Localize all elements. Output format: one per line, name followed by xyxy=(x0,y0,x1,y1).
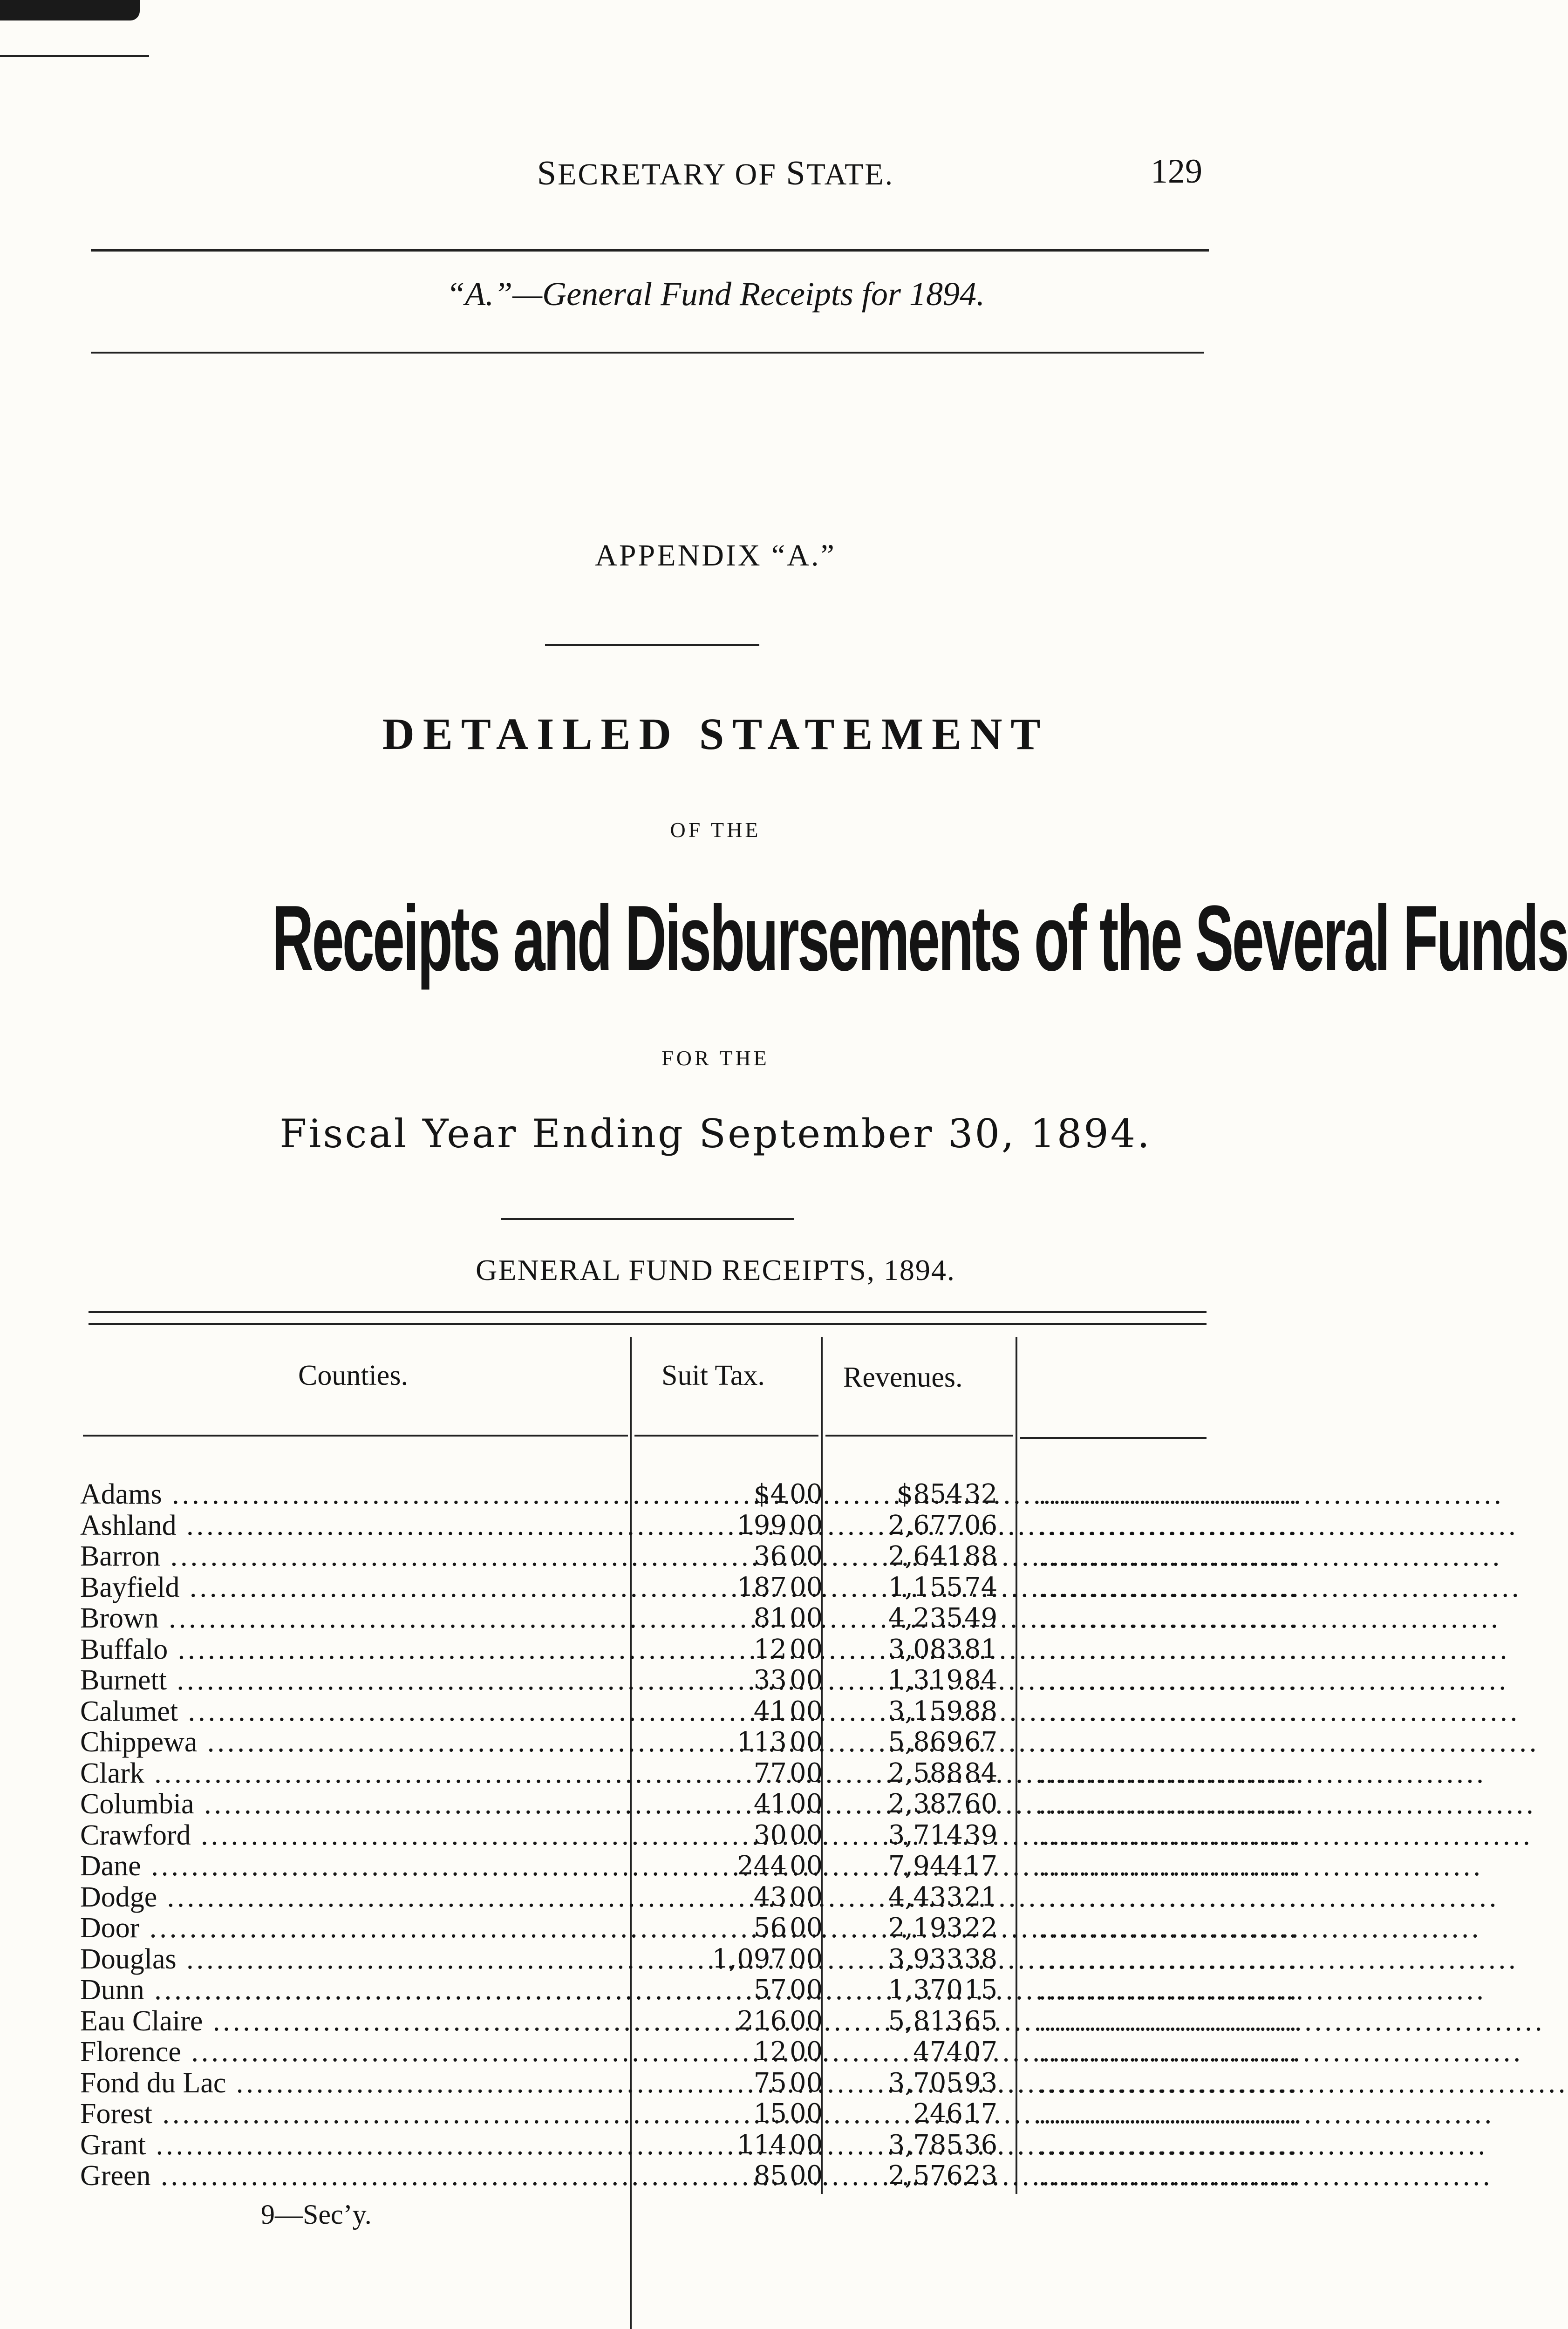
table-row xyxy=(0,2130,1431,2160)
leader-dots: .......................... xyxy=(1039,1974,1299,2006)
suit-tax-dollars: 114 xyxy=(737,2129,787,2160)
county-name: Dodge ..... xyxy=(80,1882,620,1913)
table-row xyxy=(0,1820,1431,1851)
revenues-cents: 84 xyxy=(964,1757,998,1788)
revenues-dollars: 3,933 xyxy=(888,1943,963,1974)
revenues-dollars: 3,714 xyxy=(888,1819,963,1850)
county-name: Douglas ..... xyxy=(80,1944,620,1975)
table-row xyxy=(0,1634,1431,1665)
county-name: Adams ..... xyxy=(80,1479,620,1510)
signature-footer: 9—Sec’y. xyxy=(261,2199,372,2230)
table-row xyxy=(0,1479,1431,1510)
leader-dots: .......................... xyxy=(1039,2036,1299,2068)
suit-tax-dollars: 36 xyxy=(753,1541,787,1571)
county-name: Eau Claire ..... xyxy=(80,2006,620,2036)
revenues-dollars: 4,235 xyxy=(888,1603,963,1633)
running-head-word-1: ECRETARY xyxy=(558,157,726,191)
table-row xyxy=(0,1727,1431,1757)
table-row xyxy=(0,1944,1431,1975)
revenues-cents: 38 xyxy=(964,1943,998,1974)
suit-tax-cents: 00 xyxy=(790,1789,823,1819)
revenues-cents: 67 xyxy=(964,1727,998,1757)
table-row xyxy=(0,2160,1431,2191)
suit-tax-dollars: 33 xyxy=(753,1665,787,1695)
leader-dots: .......................... xyxy=(1039,1943,1299,1975)
revenues-dollars: 4,433 xyxy=(888,1881,963,1912)
table-rule-top-1 xyxy=(89,1311,1207,1313)
column-header-counties: Counties. xyxy=(298,1360,408,1391)
table-row xyxy=(0,2036,1431,2067)
leader-dots: .......................... xyxy=(1039,1757,1299,1789)
revenues-dollars: 2,387 xyxy=(888,1789,963,1819)
revenues-dollars: 3,785 xyxy=(888,2129,963,2160)
leader-dots: .......................... xyxy=(1039,1509,1299,1541)
title-rule xyxy=(501,1218,794,1220)
suit-tax-dollars: $4 xyxy=(753,1479,787,1509)
revenues-cents: 17 xyxy=(964,1851,998,1881)
detailed-statement-heading: DETAILED STATEMENT xyxy=(382,709,1049,759)
table-row xyxy=(0,1665,1431,1696)
leader-dots: .......................... xyxy=(1039,1633,1299,1665)
revenues-dollars: 474 xyxy=(913,2036,963,2067)
table-row xyxy=(0,1572,1431,1603)
leader-dots: .......................... xyxy=(1039,1881,1299,1913)
revenues-cents: 21 xyxy=(964,1881,998,1912)
county-name: Green ..... xyxy=(80,2160,620,2191)
running-head-initial-2: S xyxy=(786,154,807,192)
revenues-dollars: 2,641 xyxy=(888,1541,963,1571)
suit-tax-dollars: 41 xyxy=(753,1789,787,1819)
suit-tax-cents: 00 xyxy=(790,2160,823,2191)
running-head-initial-1: S xyxy=(537,154,558,192)
suit-tax-cents: 00 xyxy=(790,1913,823,1943)
revenues-dollars: 3,083 xyxy=(888,1634,963,1664)
county-name: Dunn ..... xyxy=(80,1975,620,2005)
county-name: Door ..... xyxy=(80,1913,620,1943)
running-head-word-3: TATE. xyxy=(806,157,894,191)
table-row xyxy=(0,2068,1431,2098)
suit-tax-cents: 00 xyxy=(790,1819,823,1850)
header-underline-suit-tax xyxy=(634,1435,818,1437)
revenues-cents: 74 xyxy=(964,1572,998,1602)
county-name: Columbia ..... xyxy=(80,1789,620,1819)
revenues-dollars: $854 xyxy=(896,1479,963,1509)
suit-tax-dollars: 113 xyxy=(737,1727,787,1757)
leader-dots: .......................... xyxy=(1039,1788,1299,1820)
revenues-cents: 81 xyxy=(964,1634,998,1664)
revenues-dollars: 1,370 xyxy=(888,1975,963,2005)
running-head-word-2: OF xyxy=(735,157,777,191)
suit-tax-cents: 00 xyxy=(790,1851,823,1881)
county-name: Calumet ..... xyxy=(80,1696,620,1727)
table-row xyxy=(0,1696,1431,1727)
revenues-cents: 07 xyxy=(964,2036,998,2067)
table-row xyxy=(0,1882,1431,1913)
leader-dots: .......................... xyxy=(1039,2098,1299,2130)
column-header-suit-tax: Suit Tax. xyxy=(661,1360,765,1391)
county-name: Grant ..... xyxy=(80,2130,620,2160)
county-name: Clark ..... xyxy=(80,1758,620,1789)
scan-edge-rule xyxy=(0,55,149,57)
suit-tax-cents: 00 xyxy=(790,2098,823,2129)
table-row xyxy=(0,1851,1431,1881)
revenues-dollars: 3,705 xyxy=(888,2067,963,2098)
revenues-dollars: 5,813 xyxy=(888,2005,963,2036)
county-name: Dane ..... xyxy=(80,1851,620,1881)
suit-tax-cents: 00 xyxy=(790,2129,823,2160)
revenues-cents: 88 xyxy=(964,1696,998,1726)
leader-dots: .......................... xyxy=(1039,1664,1299,1696)
leader-dots: .......................... xyxy=(1039,2160,1299,2192)
suit-tax-dollars: 57 xyxy=(753,1975,787,2005)
revenues-cents: 23 xyxy=(964,2160,998,2191)
header-underline-counties xyxy=(83,1435,628,1437)
suit-tax-cents: 00 xyxy=(790,1603,823,1633)
leader-dots: .......................... xyxy=(1039,1695,1299,1727)
revenues-dollars: 3,159 xyxy=(888,1696,963,1726)
appendix-heading: APPENDIX “A.” xyxy=(595,538,836,572)
column-header-revenues: Revenues. xyxy=(843,1362,963,1393)
suit-tax-dollars: 30 xyxy=(753,1819,787,1850)
revenues-dollars: 1,155 xyxy=(888,1572,963,1602)
suit-tax-dollars: 77 xyxy=(753,1757,787,1788)
leader-dots: .......................... xyxy=(1039,1571,1299,1603)
suit-tax-dollars: 15 xyxy=(753,2098,787,2129)
county-name: Bayfield ..... xyxy=(80,1572,620,1603)
revenues-cents: 22 xyxy=(964,1913,998,1943)
suit-tax-dollars: 75 xyxy=(753,2067,787,2098)
table-row xyxy=(0,1541,1431,1572)
revenues-dollars: 7,944 xyxy=(888,1851,963,1881)
suit-tax-dollars: 216 xyxy=(737,2005,787,2036)
suit-tax-cents: 00 xyxy=(790,1727,823,1757)
county-name: Crawford ..... xyxy=(80,1820,620,1851)
table-row xyxy=(0,1603,1431,1634)
revenues-dollars: 5,869 xyxy=(888,1727,963,1757)
revenues-cents: 60 xyxy=(964,1789,998,1819)
revenues-dollars: 1,319 xyxy=(888,1665,963,1695)
suit-tax-dollars: 199 xyxy=(737,1510,787,1540)
suit-tax-dollars: 81 xyxy=(753,1603,787,1633)
leader-dots: .......................... xyxy=(1039,1819,1299,1851)
table-row xyxy=(0,2006,1431,2036)
suit-tax-dollars: 56 xyxy=(753,1913,787,1943)
leader-dots: .......................... xyxy=(1039,2005,1299,2037)
suit-tax-dollars: 12 xyxy=(753,2036,787,2067)
revenues-cents: 49 xyxy=(964,1603,998,1633)
table-row xyxy=(0,2098,1431,2129)
revenues-dollars: 2,677 xyxy=(888,1510,963,1540)
leader-dots: .......................... xyxy=(1039,1726,1299,1758)
suit-tax-cents: 00 xyxy=(790,1757,823,1788)
suit-tax-cents: 00 xyxy=(790,2036,823,2067)
county-name: Brown ..... xyxy=(80,1603,620,1634)
appendix-rule xyxy=(545,644,759,646)
suit-tax-dollars: 43 xyxy=(753,1881,787,1912)
revenues-cents: 88 xyxy=(964,1541,998,1571)
header-underline-revenues xyxy=(825,1435,1013,1437)
header-rule-top xyxy=(91,249,1209,252)
of-the-label: OF THE xyxy=(670,818,761,842)
suit-tax-dollars: 1,097 xyxy=(712,1943,787,1974)
table-row xyxy=(0,1975,1431,2005)
scan-smudge xyxy=(0,0,140,20)
for-the-label: FOR THE xyxy=(661,1046,770,1070)
table-row xyxy=(0,1758,1431,1789)
table-row xyxy=(0,1789,1431,1819)
county-name: Fond du Lac ..... xyxy=(80,2068,620,2098)
revenues-dollars: 2,588 xyxy=(888,1757,963,1788)
revenues-cents: 65 xyxy=(964,2005,998,2036)
leader-dots: .......................... xyxy=(1039,2067,1299,2099)
suit-tax-cents: 00 xyxy=(790,1975,823,2005)
leader-dots: .......................... xyxy=(1039,1912,1299,1944)
table-title: GENERAL FUND RECEIPTS, 1894. xyxy=(476,1253,955,1287)
county-name: Buffalo ..... xyxy=(80,1634,620,1665)
revenues-dollars: 246 xyxy=(913,2098,963,2129)
table-rule-top-2 xyxy=(89,1323,1207,1325)
leader-dots: .......................... xyxy=(1039,1602,1299,1634)
leader-dots: .......................... xyxy=(1039,1850,1299,1882)
suit-tax-cents: 00 xyxy=(790,1634,823,1664)
page-number: 129 xyxy=(1151,152,1202,191)
revenues-dollars: 2,576 xyxy=(888,2160,963,2191)
suit-tax-cents: 00 xyxy=(790,1881,823,1912)
leader-dots: .......................... xyxy=(1039,1540,1299,1572)
county-name: Barron ..... xyxy=(80,1541,620,1572)
section-caption: “A.”—General Fund Receipts for 1894. xyxy=(446,275,985,313)
leader-dots: .......................... xyxy=(1039,2129,1299,2161)
fiscal-year-heading: Fiscal Year Ending September 30, 1894. xyxy=(280,1111,1152,1157)
suit-tax-cents: 00 xyxy=(790,1479,823,1509)
suit-tax-dollars: 244 xyxy=(737,1851,787,1881)
revenues-cents: 39 xyxy=(964,1819,998,1850)
revenues-cents: 84 xyxy=(964,1665,998,1695)
suit-tax-cents: 00 xyxy=(790,1541,823,1571)
main-headline: Receipts and Disbursements of the Several Funds xyxy=(272,886,1568,990)
suit-tax-cents: 00 xyxy=(790,1665,823,1695)
revenues-cents: 36 xyxy=(964,2129,998,2160)
suit-tax-cents: 00 xyxy=(790,2005,823,2036)
revenues-dollars: 2,193 xyxy=(888,1913,963,1943)
suit-tax-cents: 00 xyxy=(790,2067,823,2098)
suit-tax-dollars: 12 xyxy=(753,1634,787,1664)
header-rule-bottom xyxy=(91,352,1204,354)
revenues-cents: 93 xyxy=(964,2067,998,2098)
running-head xyxy=(0,154,1431,193)
revenues-cents: 06 xyxy=(964,1510,998,1540)
county-name: Ashland ..... xyxy=(80,1510,620,1541)
table-row xyxy=(0,1510,1431,1541)
header-underline-blank xyxy=(1020,1437,1207,1439)
revenues-cents: 15 xyxy=(964,1975,998,2005)
suit-tax-dollars: 187 xyxy=(737,1572,787,1602)
county-name: Chippewa ..... xyxy=(80,1727,620,1757)
county-name: Forest ..... xyxy=(80,2098,620,2129)
revenues-cents: 17 xyxy=(964,2098,998,2129)
suit-tax-dollars: 41 xyxy=(753,1696,787,1726)
revenues-cents: 32 xyxy=(964,1479,998,1509)
suit-tax-cents: 00 xyxy=(790,1572,823,1602)
suit-tax-dollars: 85 xyxy=(753,2160,787,2191)
table-row xyxy=(0,1913,1431,1943)
leader-dots: .......................... xyxy=(1039,1478,1299,1510)
suit-tax-cents: 00 xyxy=(790,1943,823,1974)
county-name: Florence ..... xyxy=(80,2036,620,2067)
suit-tax-cents: 00 xyxy=(790,1510,823,1540)
suit-tax-cents: 00 xyxy=(790,1696,823,1726)
county-name: Burnett ..... xyxy=(80,1665,620,1696)
